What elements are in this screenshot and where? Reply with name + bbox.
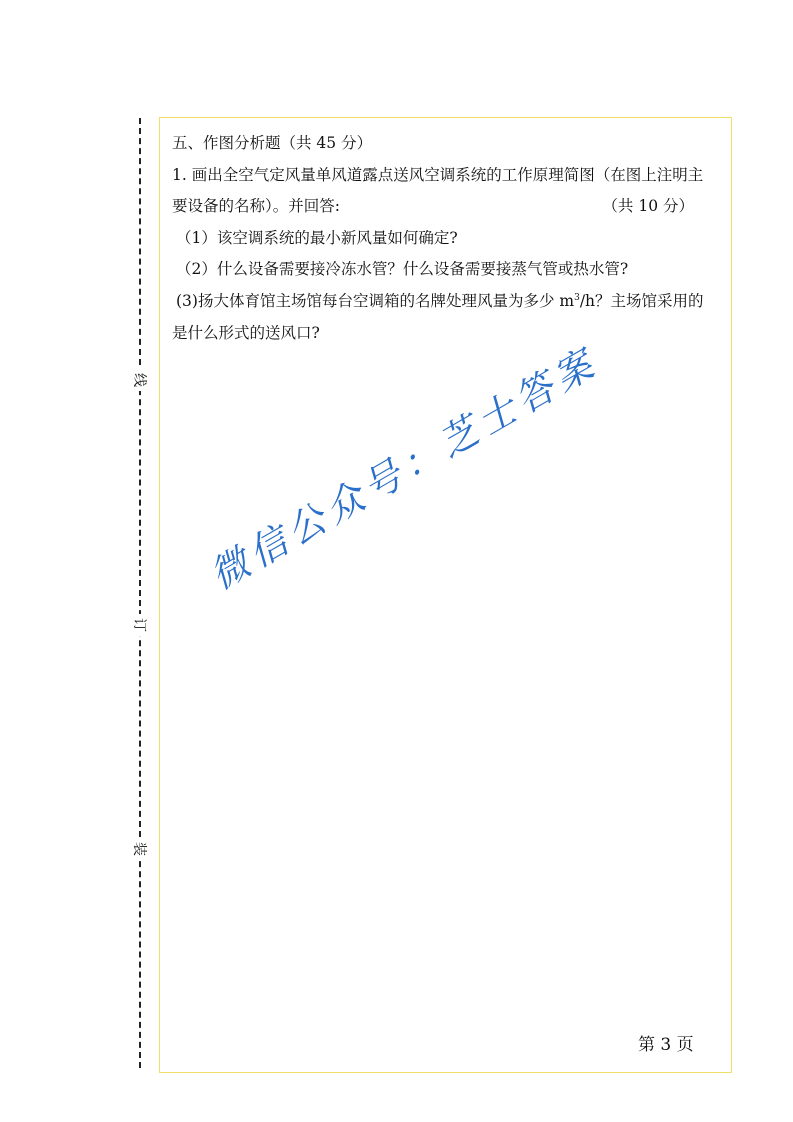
- sub-question-2: （2）什么设备需要接冷冻水管？什么设备需要接蒸气管或热水管?: [176, 260, 629, 279]
- question-content: [172, 128, 724, 349]
- sub-question-3: [172, 286, 724, 318]
- sub-question-3-line2: 是什么形式的送风口?: [172, 323, 320, 342]
- question1-line2-row: [172, 191, 724, 223]
- sub-question-1: （1）该空调系统的最小新风量如何确定?: [176, 228, 458, 247]
- binding-dashed-line: [139, 118, 141, 1068]
- binding-label-xian: 线: [128, 369, 150, 391]
- binding-label-zhuang: 装: [128, 838, 150, 860]
- question1-line1: 1. 画出全空气定风量单风道露点送风空调系统的工作原理简图（在图上注明主: [172, 165, 704, 184]
- section-title: 五、作图分析题（共 45 分）: [172, 134, 373, 152]
- sub-question-3-text-end: /h？主场馆采用的: [579, 291, 704, 310]
- sub-question-3-text: (3)扬大体育馆主场馆每台空调箱的名牌处理风量为多少 m: [176, 291, 575, 310]
- sub-question-3-superscript: 3: [574, 292, 580, 303]
- watermark-text: 微信公众号：芝士答案: [202, 339, 606, 598]
- page-number: 第 3 页: [638, 1035, 694, 1055]
- question1-score: （共 10 分）: [602, 197, 694, 216]
- binding-label-ding: 订: [128, 614, 150, 636]
- question1-line2: 要设备的名称）。并回答:: [172, 197, 340, 216]
